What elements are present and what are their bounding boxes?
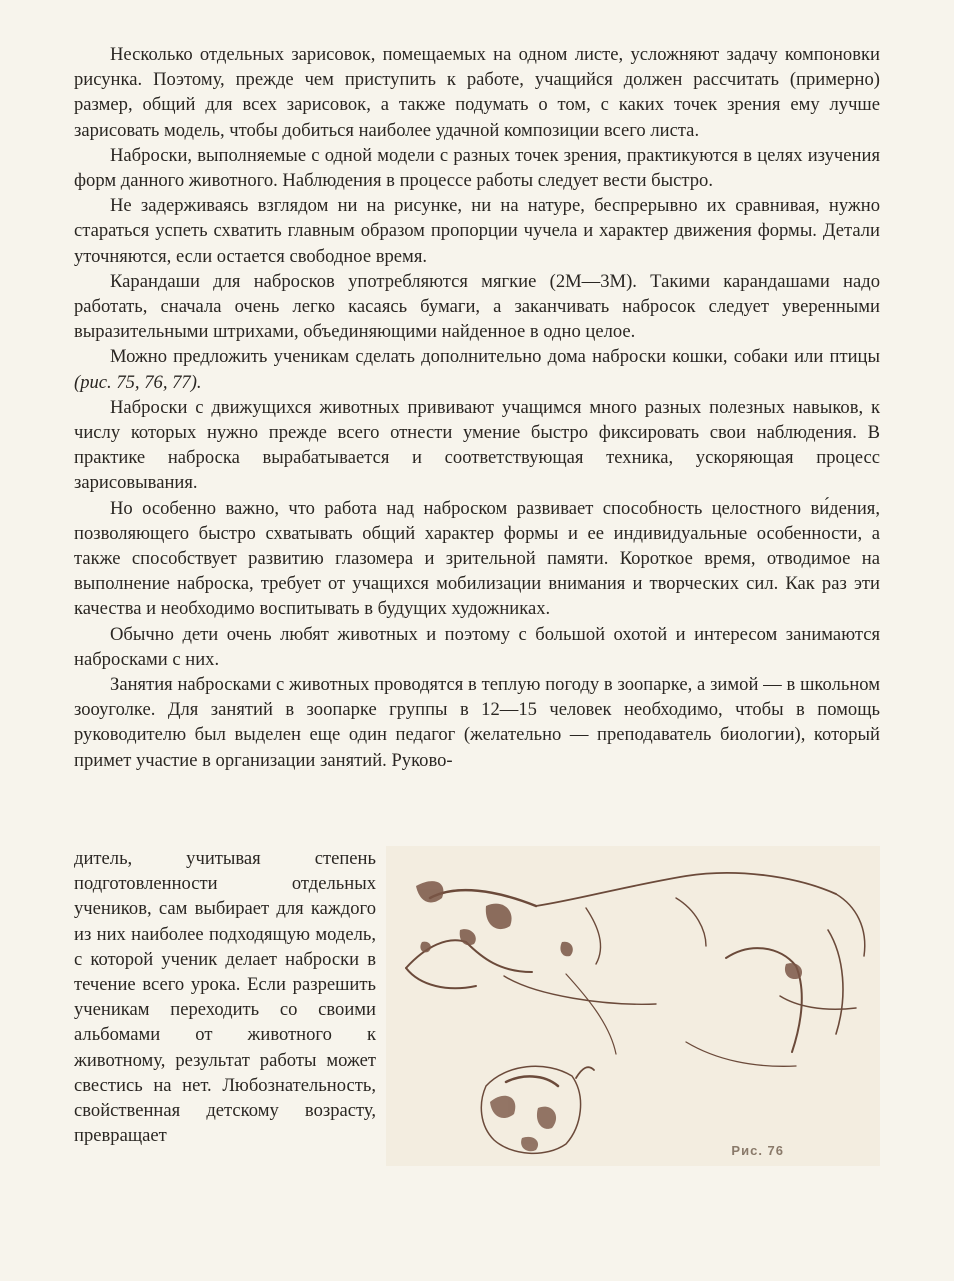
paragraph-3: Не задерживаясь взглядом ни на рисунке, ни на натуре, беспрерывно их сравнивая, нужно стараться успеть схватить главным образом пропорции чучела и характер движения формы. Детали уточняются, если остается свободное время.	[74, 195, 880, 267]
paragraph-9: Занятия набросками с животных проводятся в теплую погоду в зоопарке, а зимой — в школьном зооуголке. Для занятий в зоопарке группы в 12—15 человек необходимо, чтобы в помощь руководителю был выделен еще один педагог (желательно — преподаватель биологии), который примет участие в организации занятий. Руково-	[74, 674, 880, 771]
main-text	[74, 42, 880, 773]
paragraph-2: Наброски, выполняемые с одной модели с разных точек зрения, практикуются в целях изучения форм данного животного. Наблюдения в процессе работы следует вести быстро.	[74, 144, 880, 192]
wrapped-paragraph: дитель, учитывая степень подготовленности отдельных учеников, сам выбирает для каждого из них наиболее подходящую модель, с которой ученик делает наброски в течение всего урока. Если разрешить ученикам переходить со своими альбомами от животного к животному, результат работы может свестись на нет. Любознательность, свойственная детскому возрасту, превращает	[74, 848, 376, 1147]
paragraph-8: Обычно дети очень любят животных и поэтому с большой охотой и интересом занимаются набросками с них.	[74, 623, 880, 670]
figure-reference: (рис. 75, 76, 77).	[74, 371, 202, 393]
paragraph-5	[74, 344, 880, 394]
paragraph-4: Карандаши для набросков употребляются мягкие (2М—3М). Такими карандашами надо работать, сначала очень легко касаясь бумаги, а заканчивать набросок следует уверенными выразительными штрихами, объединяющими найденное в одно целое.	[74, 270, 880, 343]
paragraph-6: Наброски с движущихся животных прививают учащимся много разных полезных навыков, к числу которых нужно прежде всего отнести умение быстро фиксировать свои наблюдения. В практике наброска вырабатывается и соответствующая техника, ускоряющая процесс зарисовывания.	[74, 396, 880, 494]
dog-sketch-illustration	[386, 846, 880, 1166]
paragraph-5-text: Можно предложить ученикам сделать дополнительно дома наброски кошки, собаки или птицы	[110, 346, 880, 368]
figure-caption: Рис. 76	[731, 1143, 784, 1158]
figure-76	[386, 846, 880, 1166]
paragraph-1: Несколько отдельных зарисовок, помещаемых на одном листе, усложняют задачу компоновки рисунка. Поэтому, прежде чем приступить к работе, учащийся должен рассчитать (примерно) размер, общий для всех зарисовок, а также подумать о том, с каких точек зрения ему лучше зарисовать модель, чтобы добиться наиболее удачной композиции всего листа.	[74, 44, 880, 141]
paragraph-7: Но особенно важно, что работа над наброском развивает способность целостного ви́дения, позволяющего быстро схватывать общий характер формы и ее индивидуальные особенности, а также способствует развитию глазомера и зрительной памяти. Короткое время, отводимое на выполнение наброска, требует от учащихся мобилизации внимания и творческих сил. Как раз эти качества и необходимо воспитывать в будущих художниках.	[74, 497, 880, 620]
